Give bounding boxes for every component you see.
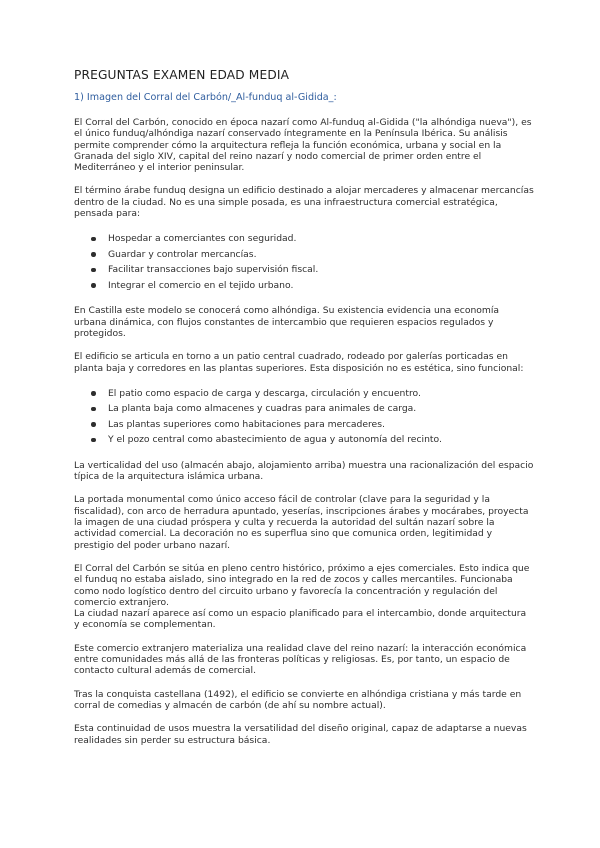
section-heading: 1) Imagen del Corral del Carbón/_Al-funduq al-Gidida_: bbox=[74, 92, 337, 103]
list-item: Hospedar a comerciantes con seguridad. bbox=[108, 231, 534, 247]
paragraph-foreign-trade: Este comercio extranjero materializa una realidad clave del reino nazarí: la interacción económica entre comunidades más allá de las fronteras políticas y religiosas. Es, por tanto, un espacio de contacto cultural además de comercial. bbox=[74, 642, 527, 677]
list-item: Las plantas superiores como habitaciones para mercaderes. bbox=[108, 417, 534, 433]
paragraph-conquest: Tras la conquista castellana (1492), el edificio se convierte en alhóndiga cristiana y más tarde en corral de comedias y almacén de carbón (de ahí su nombre actual). bbox=[74, 688, 522, 711]
list-item: Integrar el comercio en el tejido urbano. bbox=[108, 278, 534, 294]
purposes-list bbox=[74, 231, 534, 293]
list-item: El patio como espacio de carga y descarga, circulación y encuentro. bbox=[108, 386, 534, 402]
paragraph-funduq-definition: El término árabe funduq designa un edificio destinado a alojar mercaderes y almacenar mercancías dentro de la ciudad. No es una simple posada, es una infraestructura comercial estratégica, pensada para: bbox=[74, 185, 534, 220]
list-item: Facilitar transacciones bajo supervisión fiscal. bbox=[108, 262, 534, 278]
paragraph-location: El Corral del Carbón se sitúa en pleno centro histórico, próximo a ejes comerciales. Esto indica que el funduq no estaba aislado, sino integrado en la red de zocos y calles mercantiles. Funcionaba como nodo logístico dentro del circuito urbano y favorecía la concentración y regulación del comercio extranjero. bbox=[74, 562, 530, 608]
paragraph-city: La ciudad nazarí aparece así como un espacio planificado para el intercambio, donde arquitectura y economía se complementan. bbox=[74, 608, 527, 631]
paragraph-intro: El Corral del Carbón, conocido en época nazarí como Al-funduq al-Gidida ("la alhóndiga nueva"), es el único funduq/alhóndiga nazarí conservado íntegramente en la Península Ibérica. Su análisis permite comprender cómo la arquitectura refleja la función económica, urbana y social en la Granada del siglo XIV, capital del reino nazarí y nodo comercial de primer orden entre el Mediterráneo y el interior peninsular. bbox=[74, 117, 532, 174]
list-item: La planta baja como almacenes y cuadras para animales de carga. bbox=[108, 401, 534, 417]
functions-list bbox=[74, 386, 534, 448]
list-item: Y el pozo central como abastecimiento de agua y autonomía del recinto. bbox=[108, 432, 534, 448]
paragraph-verticality: La verticalidad del uso (almacén abajo, alojamiento arriba) muestra una racionalización del espacio típica de la arquitectura islámica urbana. bbox=[74, 459, 534, 483]
paragraph-alhondiga: En Castilla este modelo se conocerá como alhóndiga. Su existencia evidencia una economía urbana dinámica, con flujos constantes de intercambio que requieren espacios regulados y protegidos. bbox=[74, 305, 500, 339]
paragraph-layout: El edificio se articula en torno a un patio central cuadrado, rodeado por galerías porticadas en planta baja y corredores en las plantas superiores. Esta disposición no es estética, sino funcional: bbox=[74, 351, 524, 374]
paragraph-continuity: Esta continuidad de usos muestra la versatilidad del diseño original, capaz de adaptarse a nuevas realidades sin perder su estructura básica. bbox=[74, 723, 527, 746]
document-title: PREGUNTAS EXAMEN EDAD MEDIA bbox=[74, 68, 290, 82]
document-content bbox=[74, 68, 534, 758]
paragraph-portada: La portada monumental como único acceso fácil de controlar (clave para la seguridad y la fiscalidad), con arco de herradura apuntado, yeserías, inscripciones árabes y mocárabes, proyecta la imagen de una ciudad próspera y culta y recuerda la autoridad del sultán nazarí sobre la actividad comercial. La decoración no es superflua sino que comunica orden, legitimidad y prestigio del poder urbano nazarí. bbox=[74, 494, 529, 551]
list-item: Guardar y controlar mercancías. bbox=[108, 247, 534, 263]
